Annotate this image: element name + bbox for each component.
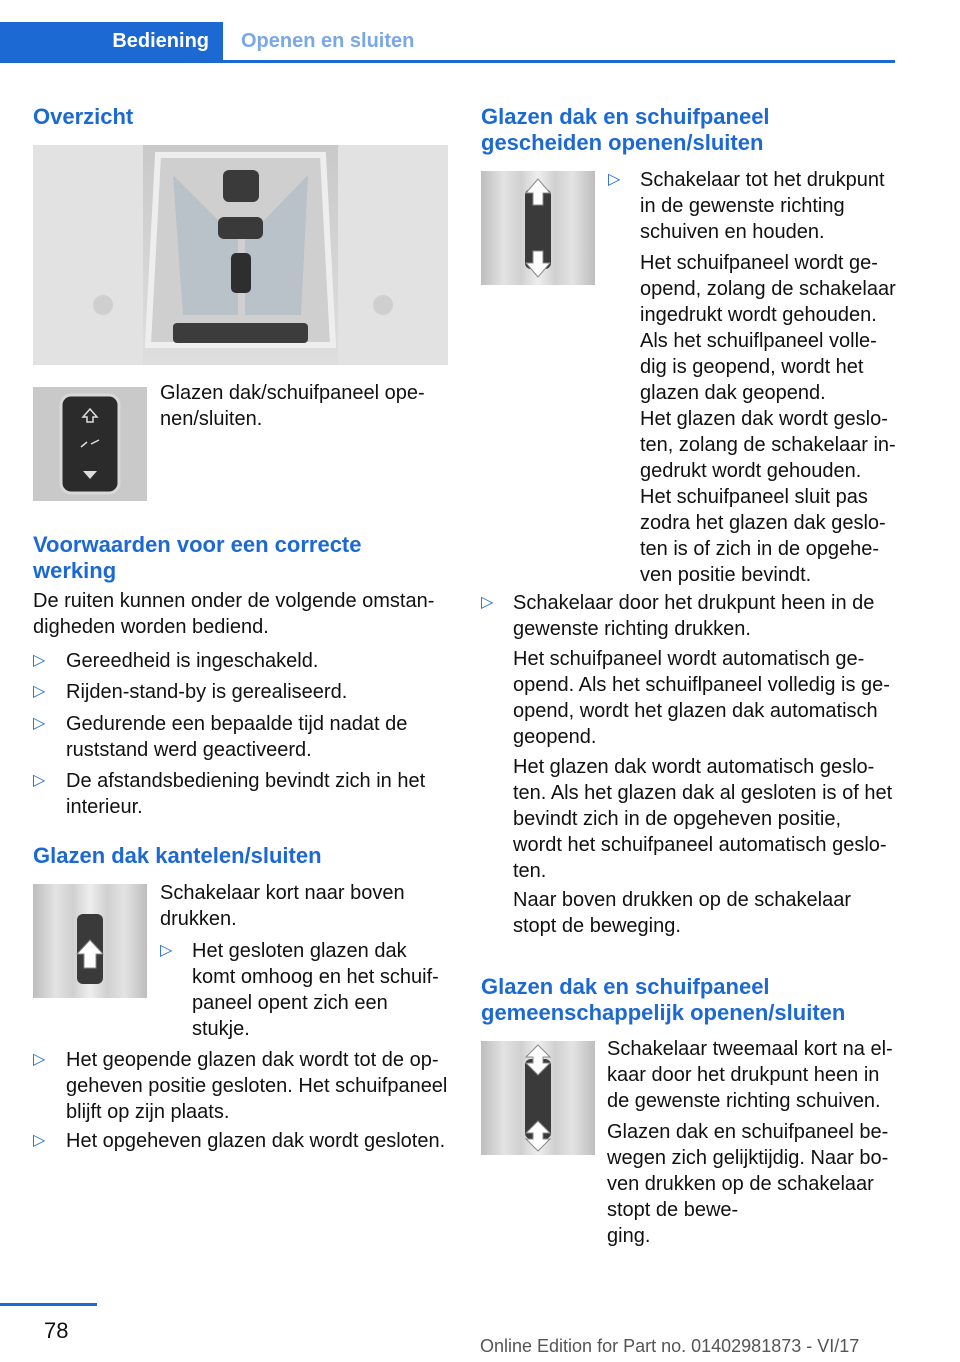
- separate-item2-p3: Het glazen dak wordt automatisch geslo- ten. Als het glazen dak al gesloten is of het bevindt zich in de opgeheven positie, wordt het schuifpaneel automatisch geslo- ten.: [513, 756, 893, 882]
- tab-openen-en-sluiten[interactable]: Openen en sluiten: [241, 29, 415, 52]
- roof-console-photo: [33, 145, 448, 365]
- heading-kantelen: Glazen dak kantelen/sluiten: [33, 843, 322, 868]
- bullet-icon: ▷: [33, 683, 46, 700]
- heading-gemeenschappelijk: Glazen dak en schuifpaneel gemeenschappelijk openen/sluiten: [481, 974, 846, 1025]
- separate-item2-p4: Naar boven drukken op de schakelaar stopt de beweging.: [513, 889, 851, 937]
- joint-p2: [481, 1119, 901, 1249]
- page-number: 78: [44, 1318, 69, 1343]
- separate-item2: Schakelaar door het drukpunt heen in de gewenste richting drukken.: [513, 592, 875, 640]
- tilt-item: Het gesloten glazen dak komt omhoog en het schuif- paneel opent zich een stukje.: [192, 940, 439, 1040]
- bullet-icon: ▷: [481, 594, 494, 611]
- switch-separate-illustration: [481, 171, 595, 285]
- switch-tilt-illustration: [33, 884, 147, 998]
- header-tabs: [0, 22, 895, 60]
- separate-item1-p2: Het schuifpaneel wordt ge- opend, zolang de schakelaar ingedrukt wordt gehouden. Als het schuiflpaneel volle- dig is geopend, wordt het glazen dak geopend.: [640, 252, 896, 404]
- tilt-item: Het opgeheven glazen dak wordt gesloten.: [66, 1130, 446, 1152]
- prereq-item: Gereedheid is ingeschakeld.: [66, 650, 319, 672]
- separate-item1: Schakelaar tot het drukpunt in de gewenste richting schuiven en houden.: [640, 169, 885, 243]
- prereq-item: Gedurende een bepaalde tijd nadat de ruststand werd geactiveerd.: [66, 713, 408, 761]
- bullet-icon: ▷: [33, 1132, 46, 1149]
- heading-voorwaarden: Voorwaarden voor een correcte werking: [33, 532, 362, 583]
- bullet-icon: ▷: [160, 942, 173, 959]
- joint-p2-text: Glazen dak en schuifpaneel be- wegen zich gelijktijdig. Naar bo- ven drukken op de schakelaar stopt de bewe- ging.: [607, 1121, 889, 1247]
- tab-bediening[interactable]: Bediening: [0, 22, 223, 60]
- switch-tilt-photo: [33, 884, 147, 998]
- footer-divider: [0, 1303, 97, 1306]
- joint-p1: Schakelaar tweemaal kort na el- kaar door het drukpunt heen in de gewenste richting schuiven.: [607, 1038, 893, 1112]
- bullet-icon: ▷: [33, 652, 46, 669]
- edition-note: Online Edition for Part no. 01402981873 - VI/17: [480, 1336, 860, 1356]
- header-divider: [0, 60, 895, 63]
- bullet-icon: ▷: [33, 1051, 46, 1068]
- prereq-intro: De ruiten kunnen onder de volgende omstan- digheden worden bediend.: [33, 590, 435, 638]
- tilt-intro: Schakelaar kort naar boven drukken.: [160, 882, 405, 930]
- switch-caption: Glazen dak/schuifpaneel ope- nen/sluiten.: [160, 382, 425, 430]
- roof-console-illustration: [33, 145, 448, 365]
- tilt-item: Het geopende glazen dak wordt tot de op- geheven positie gesloten. Het schuifpaneel blijft op zijn plaats.: [66, 1049, 448, 1123]
- switch-illustration: [33, 387, 147, 501]
- bullet-icon: ▷: [608, 171, 621, 188]
- prereq-item: Rijden-stand-by is gerealiseerd.: [66, 681, 348, 703]
- separate-item1-p3: Het glazen dak wordt geslo- ten, zolang de schakelaar in- gedrukt wordt gehouden. Het schuifpaneel sluit pas zodra het glazen dak geslo- ten is of zich in de opgehe- ven positie bevindt.: [640, 408, 896, 586]
- separate-item2-p2: Het schuifpaneel wordt automatisch ge- opend. Als het schuiflpaneel volledig is ge- opend, wordt het glazen dak automatisch geopend.: [513, 648, 890, 748]
- bullet-icon: ▷: [33, 772, 46, 789]
- switch-closeup-photo: [33, 387, 147, 501]
- heading-overzicht: Overzicht: [33, 104, 134, 129]
- prereq-item: De afstandsbediening bevindt zich in het interieur.: [66, 770, 426, 818]
- heading-gescheiden: Glazen dak en schuifpaneel gescheiden openen/sluiten: [481, 104, 770, 155]
- switch-separate-photo: [481, 171, 595, 285]
- bullet-icon: ▷: [33, 715, 46, 732]
